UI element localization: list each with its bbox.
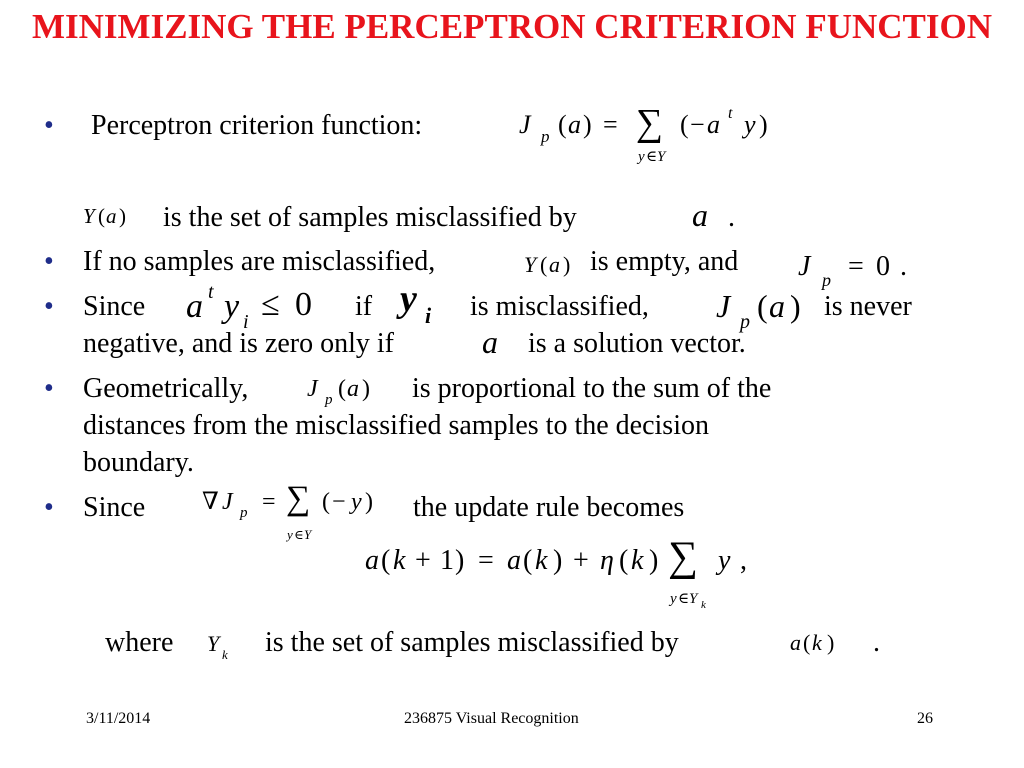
bullet: • [44,373,54,404]
math-symbol: ) [362,376,370,402]
math-symbol: p [740,311,750,333]
text-if: if [355,291,373,322]
math-symbol: i [425,303,432,328]
math-symbol: Y [304,527,312,542]
math-symbol: ( [558,110,567,139]
math-symbol: k [535,545,548,576]
text-set-misclassified: is the set of samples misclassified by [163,202,577,233]
math-symbol: i [243,311,249,333]
math-symbol: = [478,545,494,576]
math-symbol: a [707,110,720,139]
math-symbol: ) [119,204,126,228]
bullet: • [44,246,54,277]
math-symbol: = [603,110,618,139]
math-symbol: + [415,545,431,576]
footer-date: 3/11/2014 [86,710,151,727]
math-symbol: a [790,630,801,655]
math-symbol: ) [759,110,768,139]
text-is-never: is never [824,291,912,322]
math-symbol: ) [583,110,592,139]
math-symbol: k [631,545,644,576]
math-symbol: y [351,489,362,515]
math-symbol: 0 [876,251,890,282]
math-symbol: a [549,252,560,277]
math-symbol: 1 [440,545,454,576]
math-symbol: a [365,545,379,576]
text-where: where [105,627,174,658]
math-symbol: J [716,288,731,324]
math-symbol: k [393,545,406,576]
math-symbol: ) [649,545,659,576]
math-symbol: ) [455,545,465,576]
text-distances: distances from the misclassified samples to the decision [83,410,709,441]
math-symbol: + [573,545,589,576]
math-symbol: − [690,110,705,139]
math-symbol: Y [83,204,95,228]
text-period-2: . [873,627,880,658]
math-symbol: k [701,599,706,611]
math-symbol: a [106,204,117,228]
math-symbol: ) [827,630,835,655]
bullet: • [44,492,54,523]
bullet: • [44,110,54,141]
math-symbol: J [307,376,318,402]
math-symbol: 0 [295,286,312,323]
slide-title: MINIMIZING THE PERCEPTRON CRITERION FUNCTION [31,7,992,46]
math-symbol: k [812,630,822,655]
math-a: a [482,324,498,360]
math-symbol: p [325,392,333,408]
math-symbol: ∈ [678,591,690,607]
math-symbol: ) [365,489,373,515]
math-symbol: ( [322,489,330,515]
math-symbol: ∈ [646,149,658,165]
math-symbol: ( [98,204,105,228]
math-symbol: Y [207,631,220,656]
math-symbol: y [400,278,417,320]
math-symbol: ∈ [294,527,304,542]
math-symbol: a [507,545,521,576]
math-symbol: k [222,647,228,662]
math-symbol: y [670,591,677,607]
math-symbol: ( [523,545,533,576]
math-symbol: a [347,376,359,402]
math-symbol: p [240,505,248,521]
math-symbol: ) [553,545,563,576]
sum-symbol: ∑ [286,480,311,517]
math-symbol: Y [524,252,537,277]
text-geometrically: Geometrically, [83,373,249,404]
sum-symbol: ∑ [668,534,698,580]
math-symbol: ) [790,288,801,324]
math-symbol: J [222,489,233,515]
text-set-misclassified-2: is the set of samples misclassified by [265,627,679,658]
math-symbol: a [186,288,203,325]
text-since-2: Since [83,492,146,523]
text-is-empty: is empty, and [590,246,739,277]
text-no-samples: If no samples are misclassified, [83,246,436,277]
math-symbol: η [600,545,614,576]
text-period: . [728,202,735,233]
math-symbol: ( [381,545,391,576]
math-symbol: y [718,545,731,576]
text-update-rule: the update rule becomes [413,492,685,523]
math-symbol: ≤ [261,286,280,323]
text-since: Since [83,291,146,322]
math-symbol: ( [619,545,629,576]
math-symbol: J [519,110,531,139]
math-symbol: − [332,489,346,515]
math-symbol: ∇ [202,489,219,515]
math-symbol: y [287,527,293,542]
math-symbol: ( [757,288,768,324]
math-symbol: , [740,545,747,576]
math-symbol: y [224,288,240,325]
bullet: • [44,291,54,322]
math-symbol: = [262,489,276,515]
math-symbol: a [568,110,581,139]
footer-page-number: 26 [917,710,933,727]
text-solution-vector: is a solution vector. [528,328,746,359]
math-symbol: p [541,127,550,146]
math-symbol: y [638,149,645,165]
sum-symbol: ∑ [636,102,664,144]
math-symbol: p [822,270,831,290]
text-negative-zero: negative, and is zero only if [83,328,395,359]
math-symbol: t [728,105,733,122]
math-symbol: J [798,251,811,282]
math-symbol: Y [657,149,666,165]
math-symbol: . [900,251,907,282]
math-symbol: ( [540,252,548,277]
text-proportional: is proportional to the sum of the [412,373,772,404]
text-boundary: boundary. [83,447,194,478]
math-symbol: = [848,251,864,282]
math-symbol: ( [680,110,689,139]
math-symbol: a [769,288,785,324]
math-symbol: ( [338,376,346,402]
text-is-misclassified: is misclassified, [470,291,649,322]
math-a: a [692,197,708,233]
math-symbol: t [208,281,214,303]
math-symbol: Y [689,591,698,607]
math-symbol: y [744,110,756,139]
text-perceptron-criterion: Perceptron criterion function: [91,110,423,141]
footer-course: 236875 Visual Recognition [404,710,579,727]
math-symbol: ( [803,630,811,655]
math-symbol: ) [563,252,571,277]
